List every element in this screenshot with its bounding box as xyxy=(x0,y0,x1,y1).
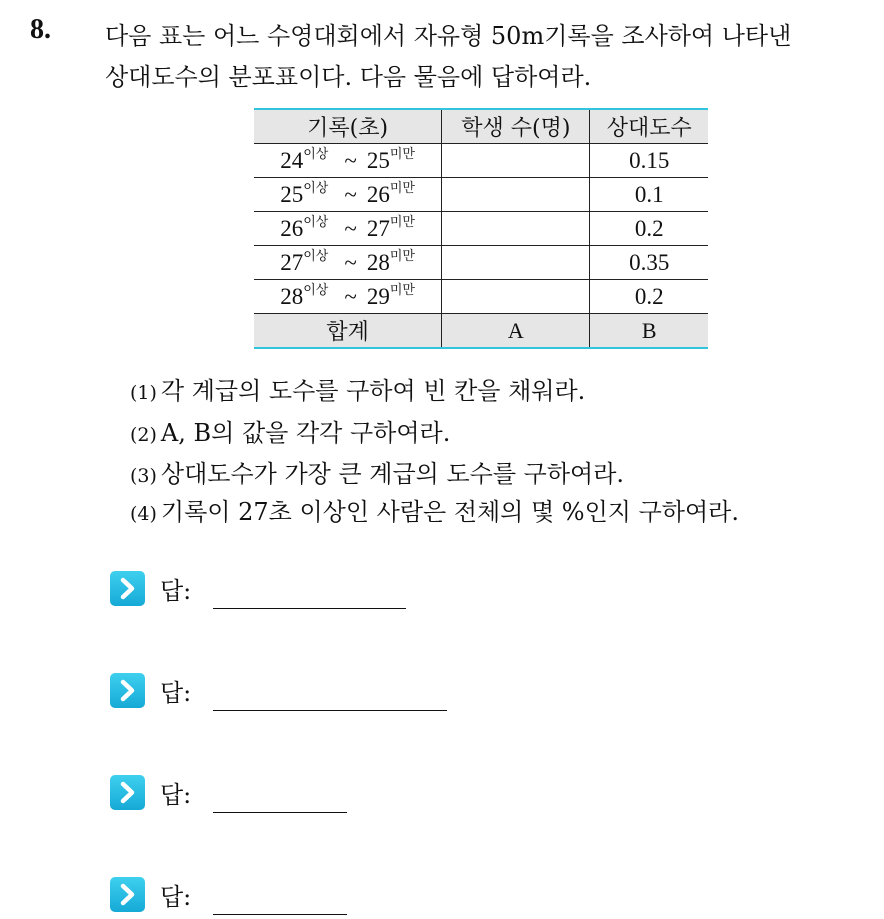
answer-row-1 xyxy=(110,571,410,611)
range-tilde: ~ xyxy=(344,283,357,309)
relative-frequency-cell: 0.15 xyxy=(590,144,708,178)
students-cell[interactable] xyxy=(442,246,590,280)
record-range xyxy=(254,212,442,246)
subquestion-number: (3) xyxy=(130,465,157,487)
subquestion-1 xyxy=(130,371,585,406)
relative-frequency-cell: 0.2 xyxy=(590,212,708,246)
range-tilde: ~ xyxy=(344,215,357,241)
total-students-a: A xyxy=(442,314,590,349)
question-number: 8. xyxy=(30,14,51,45)
range-tilde: ~ xyxy=(344,181,357,207)
answer-row-2 xyxy=(110,673,450,713)
answer-label: 답: xyxy=(160,577,192,605)
chevron-right-icon xyxy=(110,571,145,606)
total-relative-b: B xyxy=(590,314,708,349)
table-header-row xyxy=(254,109,708,144)
students-cell[interactable] xyxy=(442,280,590,314)
range-upper: 29 xyxy=(366,283,390,309)
subquestion-3 xyxy=(130,454,624,489)
chevron-right-icon xyxy=(110,775,145,810)
subquestion-4 xyxy=(130,492,739,527)
subquestion-text: 상대도수가 가장 큰 계급의 도수를 구하여라. xyxy=(160,460,625,488)
record-range xyxy=(254,144,442,178)
total-label: 합계 xyxy=(254,314,442,349)
sup-lower: 이상 xyxy=(303,248,329,264)
answer-field-1[interactable] xyxy=(213,608,406,609)
range-lower: 28 xyxy=(280,283,304,309)
question-text-line-1: 다음 표는 어느 수영대회에서 자유형 50m기록을 조사하여 나타낸 xyxy=(105,22,792,50)
chevron-right-icon xyxy=(110,673,145,708)
answer-label: 답: xyxy=(160,781,192,809)
subquestion-number: (2) xyxy=(130,424,157,446)
range-lower: 25 xyxy=(280,181,304,207)
answer-label: 답: xyxy=(160,883,192,911)
header-students: 학생 수(명) xyxy=(442,109,590,144)
record-range xyxy=(254,280,442,314)
students-cell[interactable] xyxy=(442,178,590,212)
chevron-right-icon xyxy=(110,877,145,912)
sup-lower: 이상 xyxy=(303,180,329,196)
answer-label: 답: xyxy=(160,679,192,707)
subquestion-text: A, B의 값을 각각 구하여라. xyxy=(160,419,451,447)
relative-frequency-cell: 0.35 xyxy=(590,246,708,280)
subquestion-number: (4) xyxy=(130,503,157,525)
range-upper: 27 xyxy=(366,215,390,241)
subquestion-number: (1) xyxy=(130,382,157,404)
relative-frequency-cell: 0.2 xyxy=(590,280,708,314)
table-total-row xyxy=(254,314,708,349)
answer-field-2[interactable] xyxy=(213,710,447,711)
header-relative-frequency: 상대도수 xyxy=(590,109,708,144)
sup-upper: 미만 xyxy=(389,282,415,298)
table-row xyxy=(254,246,708,280)
sup-lower: 이상 xyxy=(303,282,329,298)
question-text-line-2: 상대도수의 분포표이다. 다음 물음에 답하여라. xyxy=(105,63,592,91)
range-tilde: ~ xyxy=(344,249,357,275)
sup-upper: 미만 xyxy=(389,146,415,162)
table-row xyxy=(254,178,708,212)
sup-upper: 미만 xyxy=(389,214,415,230)
answer-field-4[interactable] xyxy=(213,914,347,915)
range-upper: 28 xyxy=(366,249,390,275)
sup-lower: 이상 xyxy=(303,146,329,162)
sup-upper: 미만 xyxy=(389,248,415,264)
range-upper: 26 xyxy=(366,181,390,207)
table-row xyxy=(254,280,708,314)
frequency-table xyxy=(254,108,708,349)
range-upper: 25 xyxy=(366,147,390,173)
students-cell[interactable] xyxy=(442,144,590,178)
record-range xyxy=(254,178,442,212)
answer-row-3 xyxy=(110,775,350,815)
range-lower: 24 xyxy=(280,147,304,173)
students-cell[interactable] xyxy=(442,212,590,246)
sup-upper: 미만 xyxy=(389,180,415,196)
range-lower: 27 xyxy=(280,249,304,275)
table-row xyxy=(254,212,708,246)
table-row xyxy=(254,144,708,178)
range-lower: 26 xyxy=(280,215,304,241)
subquestion-2 xyxy=(130,413,450,448)
record-range xyxy=(254,246,442,280)
answer-row-4 xyxy=(110,877,350,917)
range-tilde: ~ xyxy=(344,147,357,173)
subquestion-text: 기록이 27초 이상인 사람은 전체의 몇 %인지 구하여라. xyxy=(160,498,739,526)
subquestion-text: 각 계급의 도수를 구하여 빈 칸을 채워라. xyxy=(160,377,586,405)
answer-field-3[interactable] xyxy=(213,812,347,813)
relative-frequency-cell: 0.1 xyxy=(590,178,708,212)
header-record: 기록(초) xyxy=(254,109,442,144)
sup-lower: 이상 xyxy=(303,214,329,230)
